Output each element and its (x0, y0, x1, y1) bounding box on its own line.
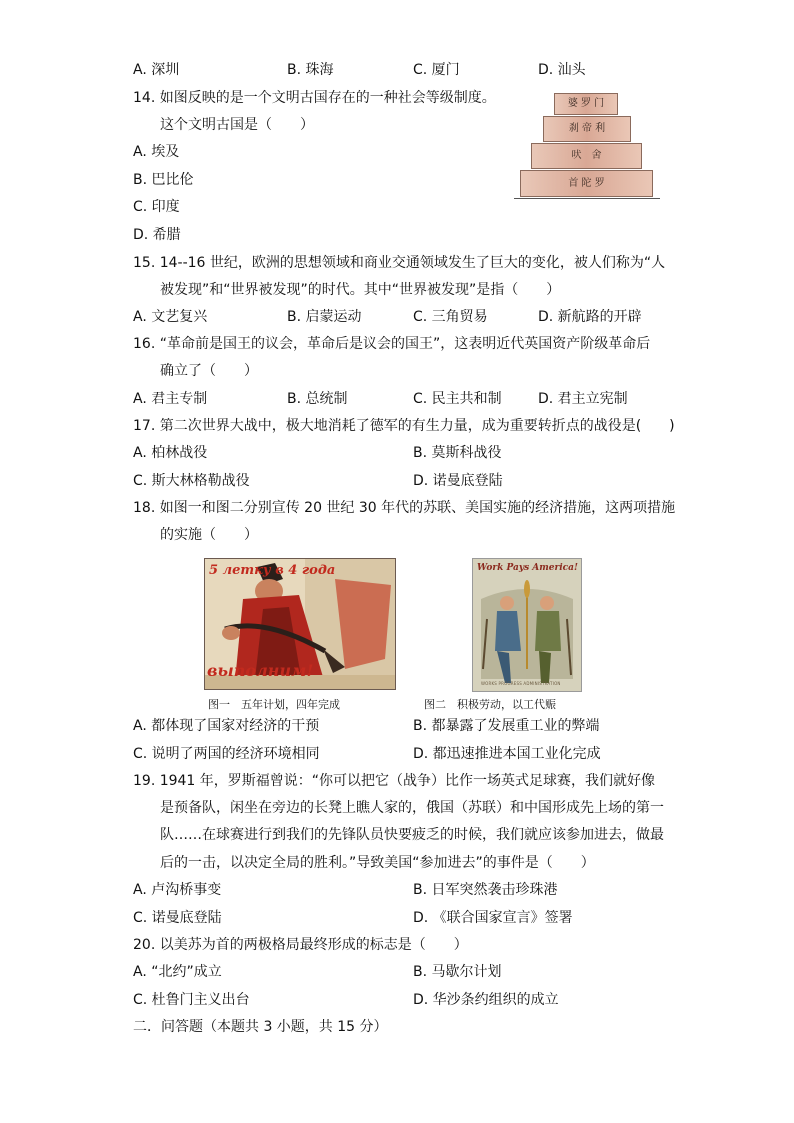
wpa-work-pays-america-poster (472, 558, 582, 692)
q17-stem-line1: 17. 第二次世界大战中，极大地消耗了德军的有生力量，成为重要转折点的战役是( ) (133, 418, 675, 434)
q14-option-b: B. 巴比伦 (133, 172, 194, 188)
q15-option-b: B. 启蒙运动 (287, 309, 362, 325)
q13-option-c: C. 厦门 (413, 62, 460, 78)
wpa-poster-top-text: Work Pays America! (477, 563, 578, 573)
q14-option-d: D. 希腊 (133, 227, 181, 243)
soviet-poster-bottom-text: выполним! (207, 661, 314, 680)
pyramid-tier-3: 吠 舍 (531, 143, 642, 169)
q13-option-d: D. 汕头 (538, 62, 586, 78)
caste-pyramid-figure (514, 90, 660, 202)
section2-title: 二．问答题（本题共 3 小题，共 15 分） (133, 1019, 388, 1035)
q14-stem-line1: 14. 如图反映的是一个文明古国存在的一种社会等级制度。 (133, 90, 496, 106)
q15-stem-line1: 15. 14--16 世纪，欧洲的思想领域和商业交通领域发生了巨大的变化，被人们称为“人 (133, 255, 666, 271)
q20-option-b: B. 马歇尔计划 (413, 964, 502, 980)
q19-stem-line4: 后的一击，以决定全局的胜利。”导致美国“参加进去”的事件是（ ） (160, 855, 595, 871)
wpa-poster-artwork (473, 559, 581, 691)
q16-option-b: B. 总统制 (287, 391, 348, 407)
soviet-poster-top-text: 5 летку в 4 года (209, 563, 336, 578)
q20-stem-line1: 20. 以美苏为首的两极格局最终形成的标志是（ ） (133, 937, 468, 953)
pyramid-tier-4: 首 陀 罗 (520, 170, 653, 197)
q14-option-a: A. 埃及 (133, 144, 180, 160)
q13-option-a: A. 深圳 (133, 62, 180, 78)
q19-stem-line1: 19. 1941 年，罗斯福曾说：“你可以把它（战争）比作一场英式足球赛，我们就好像 (133, 773, 656, 789)
q18-option-d: D. 都迅速推进本国工业化完成 (413, 746, 601, 762)
q19-stem-line3: 队……在球赛进行到我们的先锋队员快要疲乏的时候，我们就应该参加进去，做最 (160, 827, 664, 843)
figure1-caption: 图一 五年计划，四年完成 (208, 698, 340, 711)
q17-option-c: C. 斯大林格勒战役 (133, 473, 250, 489)
soviet-five-year-plan-poster (204, 558, 396, 690)
q20-option-d: D. 华沙条约组织的成立 (413, 992, 559, 1008)
q16-option-d: D. 君主立宪制 (538, 391, 628, 407)
q16-stem-line2: 确立了（ ） (160, 363, 258, 379)
q18-option-c: C. 说明了两国的经济环境相同 (133, 746, 320, 762)
wpa-poster-bottom-text: WORKS PROGRESS ADMINISTRATION (481, 681, 561, 686)
q13-option-b: B. 珠海 (287, 62, 334, 78)
figure2-caption: 图二 积极劳动，以工代赈 (424, 698, 556, 711)
q19-option-a: A. 卢沟桥事变 (133, 882, 222, 898)
q15-option-c: C. 三角贸易 (413, 309, 488, 325)
q18-stem-line1: 18. 如图一和图二分别宣传 20 世纪 30 年代的苏联、美国实施的经济措施，这两项措施 (133, 500, 676, 516)
q17-option-a: A. 柏林战役 (133, 445, 208, 461)
q18-option-b: B. 都暴露了发展重工业的弊端 (413, 718, 600, 734)
q19-option-b: B. 日军突然袭击珍珠港 (413, 882, 558, 898)
pyramid-tier-1: 婆 罗 门 (554, 93, 618, 115)
q19-stem-line2: 是预备队，闲坐在旁边的长凳上瞧人家的，俄国（苏联）和中国形成先上场的第一 (160, 800, 664, 816)
pyramid-tier-2: 刹 帝 利 (543, 116, 631, 142)
q17-option-d: D. 诺曼底登陆 (413, 473, 503, 489)
q16-option-a: A. 君主专制 (133, 391, 208, 407)
q19-option-c: C. 诺曼底登陆 (133, 910, 222, 926)
q16-stem-line1: 16. “革命前是国王的议会，革命后是议会的国王”，这表明近代英国资产阶级革命后 (133, 336, 651, 352)
q18-option-a: A. 都体现了国家对经济的干预 (133, 718, 320, 734)
q15-option-d: D. 新航路的开辟 (538, 309, 642, 325)
q20-option-a: A. “北约”成立 (133, 964, 222, 980)
q17-option-b: B. 莫斯科战役 (413, 445, 502, 461)
pyramid-ground-line (514, 198, 660, 199)
q16-option-c: C. 民主共和制 (413, 391, 502, 407)
q14-option-c: C. 印度 (133, 199, 180, 215)
q18-stem-line2: 的实施（ ） (160, 527, 258, 543)
q15-stem-line2: 被发现”和“世界被发现”的时代。其中“世界被发现”是指（ ） (160, 282, 561, 298)
q15-option-a: A. 文艺复兴 (133, 309, 208, 325)
q14-stem-line2: 这个文明古国是（ ） (160, 117, 314, 133)
q20-option-c: C. 杜鲁门主义出台 (133, 992, 250, 1008)
q19-option-d: D. 《联合国家宣言》签署 (413, 910, 573, 926)
